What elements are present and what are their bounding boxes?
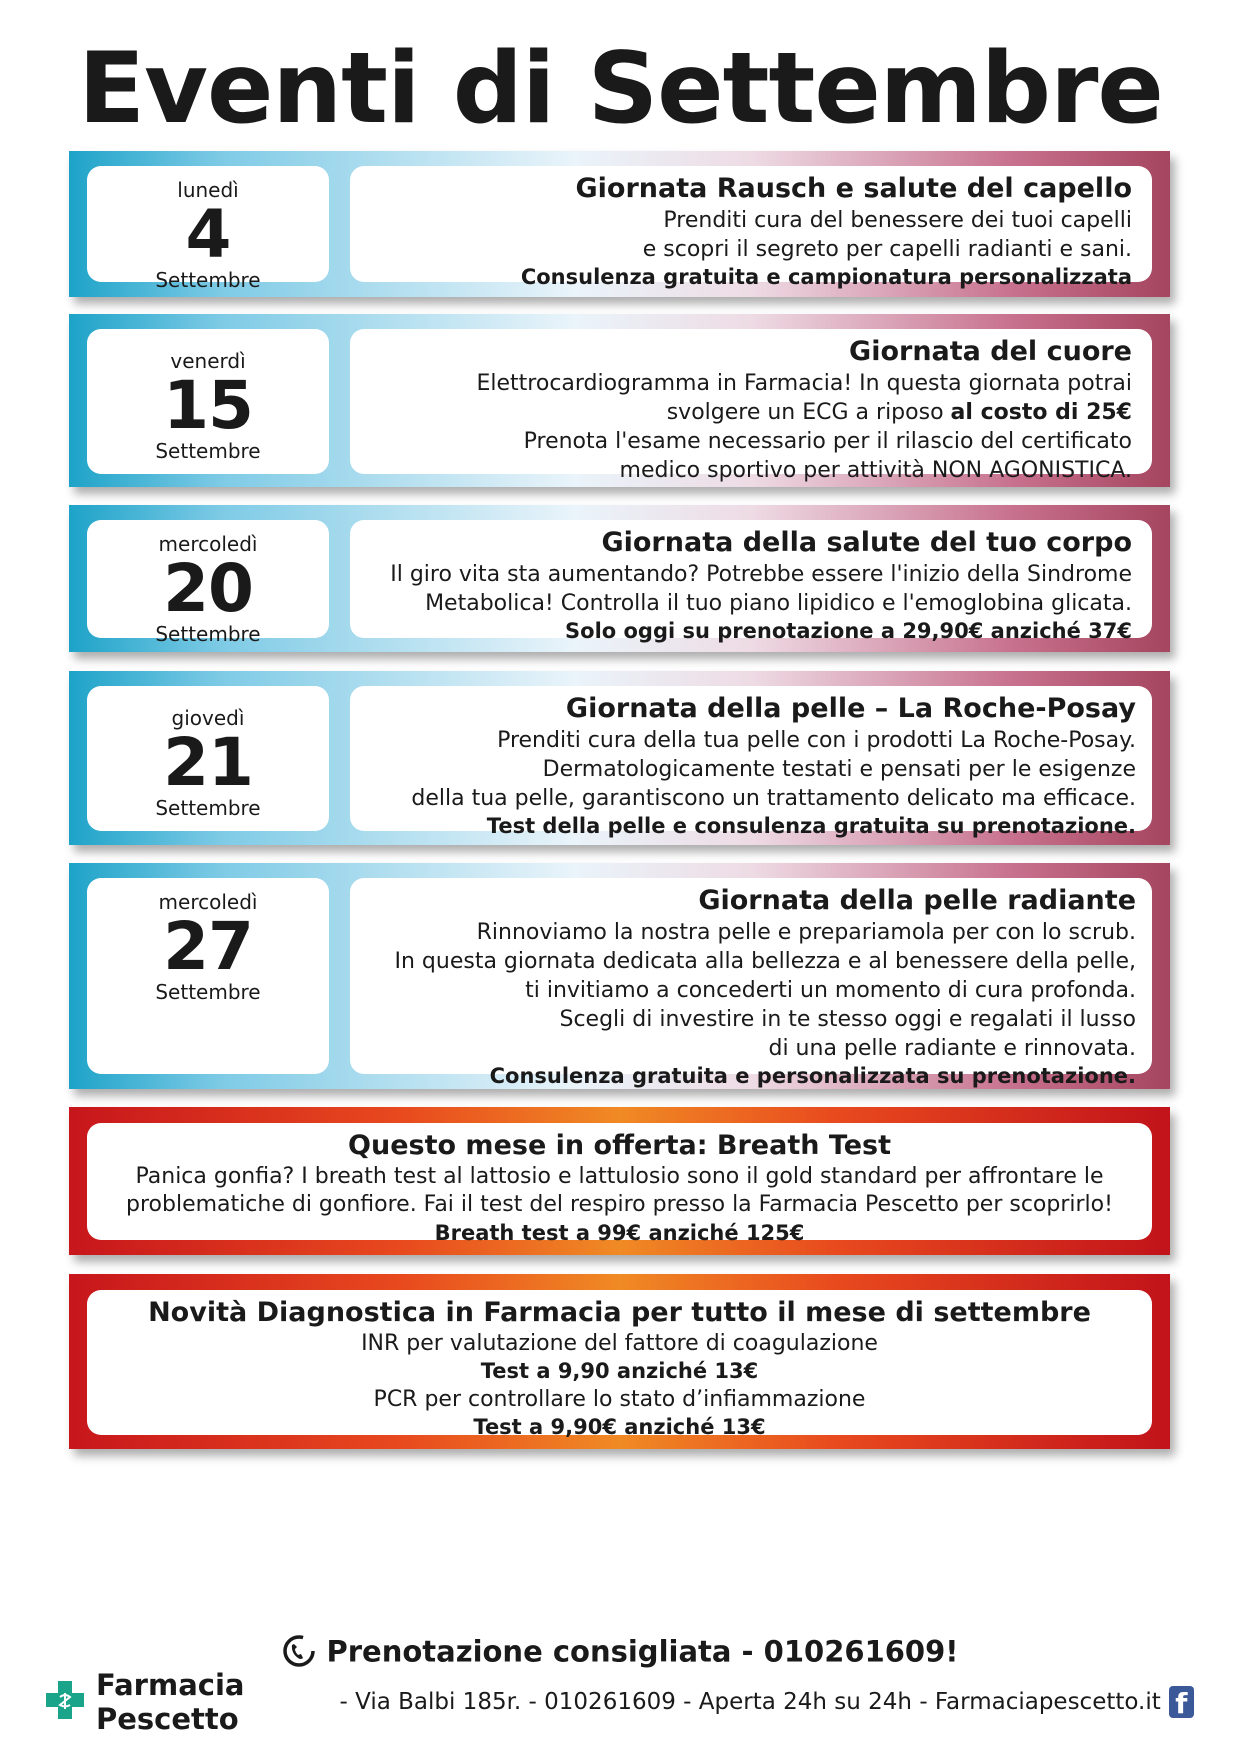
event-month: Settembre <box>155 268 261 292</box>
diagnostics-title: Novità Diagnostica in Farmacia per tutto il mese di settembre <box>148 1297 1091 1328</box>
event-line: della tua pelle, garantiscono un trattamento delicato ma efficace. <box>411 785 1136 811</box>
event-date <box>87 878 329 1074</box>
offer-box <box>87 1123 1152 1245</box>
footer-brand: Farmacia Pescetto <box>96 1668 245 1736</box>
offer-title: Questo mese in offerta: Breath Test <box>348 1130 891 1161</box>
footer <box>44 1668 1194 1736</box>
event-line: Rinnoviamo la nostra pelle e prepariamola per con lo scrub. <box>476 919 1136 945</box>
event-info <box>350 166 1152 289</box>
event-line: Elettrocardiogramma in Farmacia! In questa giornata potrai <box>476 370 1132 396</box>
event-line: Il giro vita sta aumentando? Potrebbe essere l'inizio della Sindrome <box>390 561 1132 587</box>
offer-price: Breath test a 99€ anziché 125€ <box>434 1220 805 1245</box>
offer-line: Panica gonfia? I breath test al lattosio e lattulosio sono il gold standard per affrontare le <box>135 1163 1104 1189</box>
event-month: Settembre <box>155 439 261 463</box>
event-line-text: svolgere un ECG a riposo <box>666 399 951 425</box>
event-weekday: giovedì <box>171 706 245 730</box>
event-month: Settembre <box>155 796 261 820</box>
event-card <box>69 151 1170 297</box>
event-card <box>69 863 1170 1089</box>
event-title: Giornata della pelle – La Roche-Posay <box>565 693 1136 724</box>
diagnostics-line: INR per valutazione del fattore di coagulazione <box>361 1330 878 1356</box>
event-month: Settembre <box>155 622 261 646</box>
event-highlight: Consulenza gratuita e campionatura personalizzata <box>520 264 1132 289</box>
event-highlight: Test della pelle e consulenza gratuita su prenotazione. <box>486 813 1136 838</box>
event-day: 27 <box>163 908 253 985</box>
event-highlight: Solo oggi su prenotazione a 29,90€ anziché 37€ <box>565 618 1132 643</box>
diagnostics-line: PCR per controllare lo stato d’infiammazione <box>373 1386 866 1412</box>
event-day: 21 <box>163 724 253 801</box>
event-day: 4 <box>185 196 231 273</box>
event-line: Metabolica! Controlla il tuo piano lipidico e l'emoglobina glicata. <box>425 590 1132 616</box>
event-line: Prenditi cura della tua pelle con i prodotti La Roche-Posay. <box>497 727 1136 753</box>
event-info <box>350 686 1152 838</box>
booking-phone[interactable]: Prenotazione consigliata - 010261609! <box>326 1634 959 1669</box>
event-line: Prenditi cura del benessere dei tuoi capelli <box>663 207 1132 233</box>
event-line: In questa giornata dedicata alla bellezza e al benessere della pelle, <box>394 948 1136 974</box>
event-highlight: Consulenza gratuita e personalizzata su prenotazione. <box>489 1063 1136 1088</box>
event-line: e scopri il segreto per capelli radianti e sani. <box>642 236 1132 262</box>
event-info <box>350 878 1152 1088</box>
diagnostics-price: Test a 9,90 anziché 13€ <box>480 1359 759 1384</box>
event-line: Dermatologicamente testati e pensati per le esigenze <box>542 756 1136 782</box>
event-line: medico sportivo per attività NON AGONISTICA. <box>619 457 1132 483</box>
event-title: Giornata del cuore <box>849 336 1132 367</box>
event-weekday: venerdì <box>170 349 246 373</box>
event-line: Scegli di investire in te stesso oggi e regalati il lusso <box>559 1006 1136 1032</box>
event-card <box>69 671 1170 845</box>
pharmacy-cross-icon <box>44 1679 86 1725</box>
event-day: 20 <box>163 550 253 627</box>
diagnostics-box <box>87 1290 1152 1440</box>
event-info <box>350 520 1152 643</box>
event-title: Giornata della salute del tuo corpo <box>601 527 1132 558</box>
diagnostics-card <box>69 1274 1170 1449</box>
event-day: 15 <box>163 367 253 444</box>
event-date <box>87 166 329 292</box>
event-month: Settembre <box>155 980 261 1004</box>
event-date <box>87 520 329 646</box>
facebook-icon[interactable]: f <box>1169 1686 1194 1718</box>
event-line: ti invitiamo a concederti un momento di cura profonda. <box>525 977 1136 1003</box>
event-title: Giornata della pelle radiante <box>698 885 1136 916</box>
event-line <box>364 398 1132 427</box>
event-weekday: mercoledì <box>158 532 258 556</box>
event-line: di una pelle radiante e rinnovata. <box>768 1035 1136 1061</box>
event-weekday: mercoledì <box>158 890 258 914</box>
diagnostics-price: Test a 9,90€ anziché 13€ <box>473 1415 766 1440</box>
offer-line: problematiche di gonfiore. Fai il test del respiro presso la Farmacia Pescetto per scoprirlo! <box>126 1192 1113 1218</box>
event-weekday: lunedì <box>177 178 239 202</box>
event-card <box>69 314 1170 487</box>
event-date <box>87 329 329 474</box>
event-price: al costo di 25€ <box>950 399 1132 425</box>
footer-address: - Via Balbi 185r. - 010261609 - Aperta 24h su 24h - Farmaciapescetto.it <box>339 1689 1161 1715</box>
event-info <box>350 329 1152 483</box>
offer-card <box>69 1107 1170 1255</box>
page-title: Eventi di Settembre <box>78 32 1163 146</box>
event-date <box>87 686 329 831</box>
event-card <box>69 505 1170 652</box>
event-line: Prenota l'esame necessario per il rilascio del certificato <box>523 428 1132 454</box>
event-title: Giornata Rausch e salute del capello <box>575 173 1132 204</box>
